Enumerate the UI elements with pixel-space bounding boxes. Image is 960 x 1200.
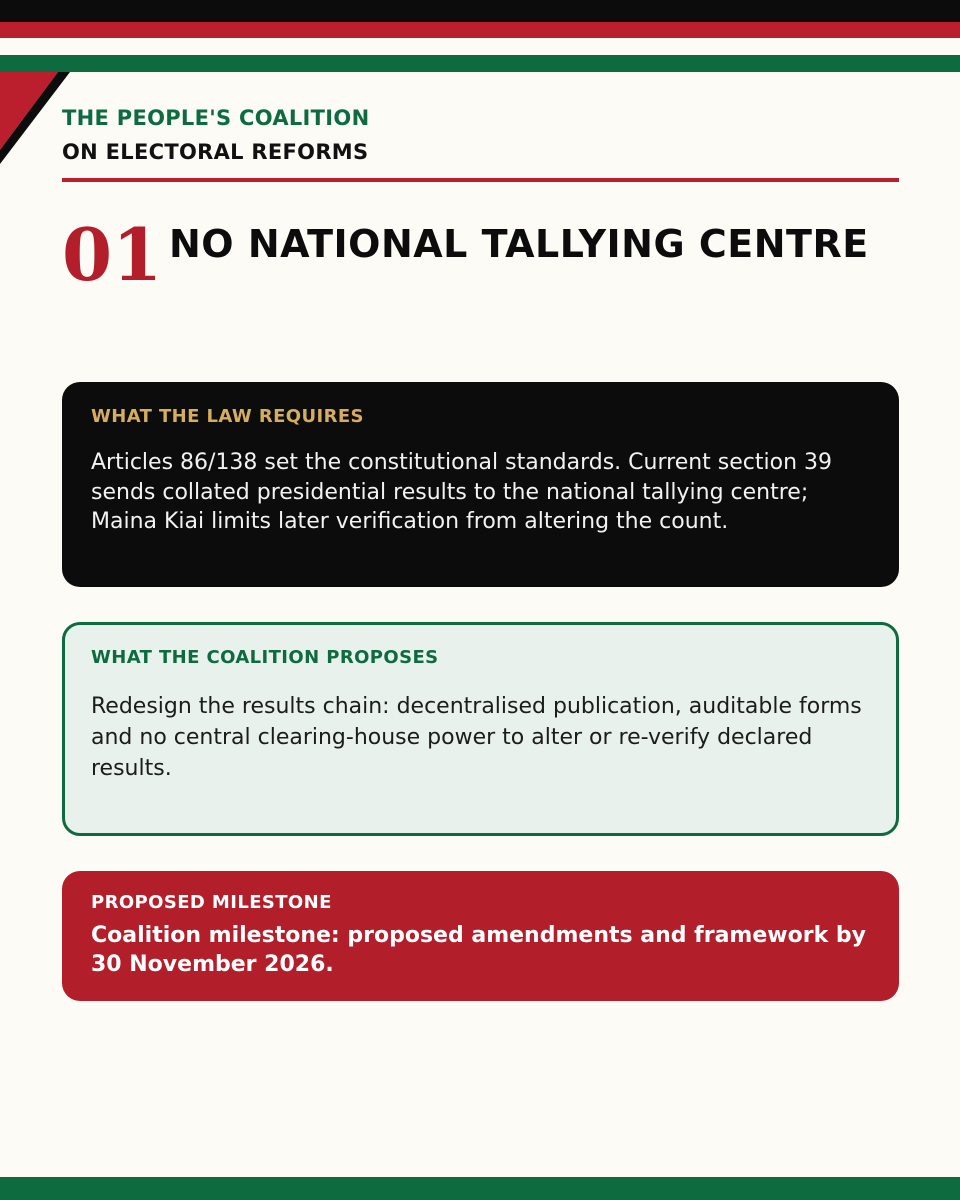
org-name-line1: THE PEOPLE'S COALITION <box>62 106 370 130</box>
law-requires-card <box>62 382 899 587</box>
coalition-proposes-text: Redesign the results chain: decentralised publication, auditable forms and no central clearing-house power to alter or re-verify declared results. <box>91 694 862 781</box>
item-title: NO NATIONAL TALLYING CENTRE <box>169 222 869 266</box>
footer-stripe-green <box>0 1177 960 1200</box>
milestone-text: Coalition milestone: proposed amendments and framework by 30 November 2026. <box>91 923 866 977</box>
header-divider <box>62 178 899 182</box>
flag-stripe-red <box>0 22 960 38</box>
law-requires-text: Articles 86/138 set the constitutional standards. Current section 39 sends collated presidential results to the national tallying centre; Maina Kiai limits later verification from altering the count. <box>91 450 833 534</box>
law-requires-label: WHAT THE LAW REQUIRES <box>91 406 364 427</box>
flag-stripe-green <box>0 55 960 72</box>
item-number: 01 <box>62 212 163 297</box>
milestone-card <box>62 871 899 1001</box>
milestone-label: PROPOSED MILESTONE <box>91 892 332 913</box>
coalition-proposes-label: WHAT THE COALITION PROPOSES <box>91 647 439 668</box>
flag-stripe-white <box>0 38 960 55</box>
org-name-line2: ON ELECTORAL REFORMS <box>62 140 369 164</box>
flag-stripe-black <box>0 0 960 22</box>
coalition-proposes-card <box>62 622 899 836</box>
